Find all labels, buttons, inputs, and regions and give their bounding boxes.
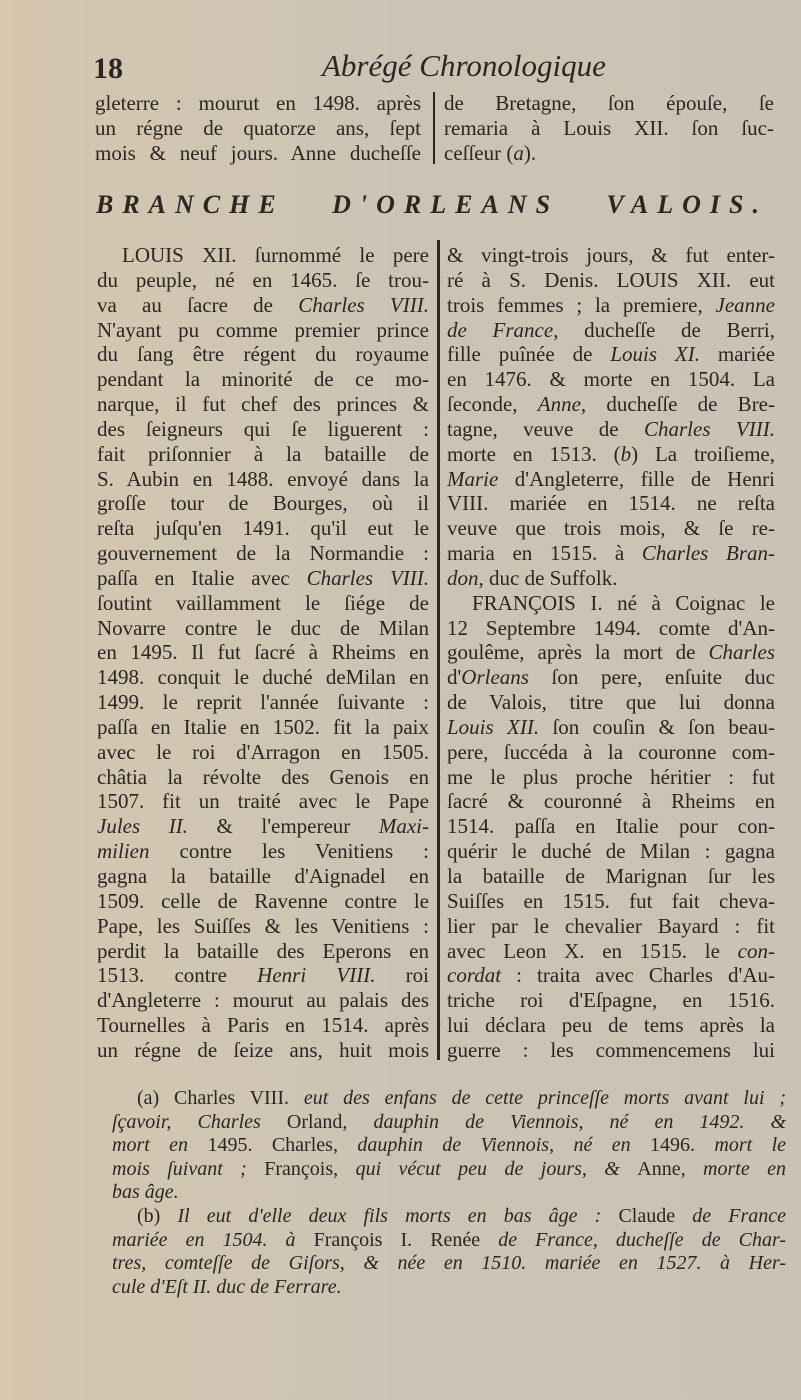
running-title: Abrégé Chronologique — [322, 48, 606, 83]
text: en 1476. & morte en 1504. La — [447, 367, 775, 391]
text: paſſa en Italie en 1502. fit la paix — [97, 715, 429, 739]
col-right-line — [447, 491, 775, 515]
text: VIII. mariée en 1514. ne reſta — [447, 491, 775, 515]
text: gagna la bataille d'Aignadel en — [97, 864, 429, 888]
text: , ducheſſe de Bre- — [580, 392, 775, 416]
text: ſon couſin & ſon beau- — [539, 715, 775, 739]
text: (b) — [137, 1205, 178, 1227]
text: FRANÇOIS I. né à Coignac le — [472, 591, 775, 615]
italic-text: Orleans — [461, 665, 529, 689]
text: S. Aubin en 1488. envoyé dans la — [97, 467, 429, 491]
text: groſſe tour de Bourges, où il — [97, 491, 429, 515]
italic-text: , morte en — [680, 1158, 786, 1180]
italic-text: Louis XII. — [447, 715, 540, 739]
top-left-line — [95, 116, 421, 140]
col-right-line — [447, 566, 775, 590]
col-left-line — [97, 417, 429, 441]
text: reſta juſqu'en 1491. qu'il eut le — [97, 516, 429, 540]
col-right-line — [447, 914, 775, 938]
text: d'Angleterre : mourut au palais des — [97, 988, 429, 1012]
italic-text: de France — [692, 1205, 787, 1227]
italic-text: Jeanne — [715, 293, 775, 317]
text: fille puînée de — [447, 342, 611, 366]
italic-text: mariée en 1504. à — [112, 1229, 314, 1251]
col-left-line — [97, 442, 429, 466]
column-divider — [437, 240, 440, 1060]
top-left-line — [95, 91, 421, 115]
text: quérir le duché de Milan : gagna — [447, 839, 775, 863]
col-right-line — [447, 318, 775, 342]
text: de Valois, titre que lui donna — [447, 690, 775, 714]
top-right-line — [444, 116, 774, 140]
col-left-line — [97, 1013, 429, 1037]
text: 1496. — [650, 1134, 715, 1156]
top-right-line — [444, 91, 774, 115]
col-left-line — [97, 268, 429, 292]
col-left-line — [97, 839, 429, 863]
text: d'Angleterre, fille de Henri — [498, 467, 775, 491]
col-left-line — [97, 988, 429, 1012]
text: de Bretagne, ſon épouſe, ſe — [444, 91, 774, 115]
text: paſſa en Italie avec — [97, 566, 307, 590]
text: un régne de ſeize ans, huit mois — [97, 1038, 429, 1062]
text: mariée — [699, 342, 775, 366]
text: François, — [264, 1158, 356, 1180]
col-right-line — [447, 740, 775, 764]
text: avec le roi d'Arragon en 1505. — [97, 740, 429, 764]
text: du ſang être régent du royaume — [97, 342, 429, 366]
text: perdit la bataille des Eperons en — [97, 939, 429, 963]
col-left-line — [97, 342, 429, 366]
italic-text: don — [447, 566, 479, 590]
col-right-line — [447, 715, 775, 739]
text: du peuple, né en 1465. ſe trou- — [97, 268, 429, 292]
italic-text: con- — [737, 939, 775, 963]
text: ré à S. Denis. LOUIS XII. eut — [447, 268, 775, 292]
col-right-line — [447, 939, 775, 963]
text: : traita avec Charles d'Au- — [501, 963, 775, 987]
footnotes-line — [112, 1251, 786, 1275]
text: morte en 1513. ( — [447, 442, 621, 466]
col-right-line — [447, 839, 775, 863]
italic-text: Jules II. — [97, 814, 188, 838]
col-right-line — [447, 541, 775, 565]
col-right-line — [447, 963, 775, 987]
italic-text: Anne — [537, 392, 581, 416]
italic-text: Charles Bran- — [641, 541, 776, 565]
text: ſeconde, — [447, 392, 538, 416]
footnotes-line — [112, 1228, 786, 1252]
text: ). — [523, 141, 537, 165]
italic-text: Maxi- — [378, 814, 429, 838]
col-left-line — [97, 715, 429, 739]
text: 12 Septembre 1494. comte d'An- — [447, 616, 775, 640]
col-left-line — [97, 318, 429, 342]
col-left-line — [97, 516, 429, 540]
text: en 1495. Il fut ſacré à Rheims en — [97, 640, 429, 664]
italic-text: qui vécut peu de jours, & — [355, 1158, 638, 1180]
text: maria en 1515. à — [447, 541, 642, 565]
top-right-line — [444, 141, 774, 165]
footnotes-line — [137, 1204, 786, 1228]
italic-text: Henri VIII. — [257, 963, 376, 987]
col-left-line — [97, 963, 429, 987]
italic-text: mort en — [112, 1134, 208, 1156]
text: narque, il fut chef des princes & — [97, 392, 429, 416]
col-left-line — [97, 814, 429, 838]
text: me le plus proche héritier : fut — [447, 765, 775, 789]
col-left-line — [97, 765, 429, 789]
italic-text: a — [513, 141, 524, 165]
text: 1509. celle de Ravenne contre le — [97, 889, 429, 913]
text: 1507. fit un traité avec le Pape — [97, 789, 429, 813]
text: guerre : les commencemens lui — [447, 1038, 775, 1062]
col-right-line — [447, 665, 775, 689]
italic-text: cule d'Eſt II. duc de Ferrare. — [112, 1276, 342, 1298]
text: goulême, après la mort de — [447, 640, 709, 664]
italic-text: mois ſuivant ; — [112, 1158, 265, 1180]
text: la bataille de Marignan ſur les — [447, 864, 775, 888]
text: avec Leon X. en 1515. le — [447, 939, 738, 963]
col-left-line — [122, 243, 429, 267]
text: 1499. le reprit l'année ſuivante : — [97, 690, 429, 714]
section-heading: BRANCHE D'ORLEANS VALOIS. — [96, 190, 768, 219]
col-left-line — [97, 690, 429, 714]
top-left-line — [95, 141, 421, 165]
col-right-line — [472, 591, 775, 615]
italic-text: dauphin de Viennois, né en — [357, 1134, 650, 1156]
footnotes-line — [112, 1110, 786, 1134]
italic-text: ſçavoir, Charles — [112, 1111, 287, 1133]
footnotes-line — [137, 1086, 786, 1110]
italic-text: tres, comteſſe de Giſors, & née en 1510. mariée en 1527. à Her- — [112, 1252, 786, 1274]
italic-text: Charles — [708, 640, 775, 664]
text: gouvernement de la Normandie : — [97, 541, 429, 565]
text: fait priſonnier à la bataille de — [97, 442, 429, 466]
text: & vingt-trois jours, & fut enter- — [447, 243, 775, 267]
col-right-line — [447, 690, 775, 714]
col-right-line — [447, 640, 775, 664]
text: ſon pere, enſuite duc — [528, 665, 775, 689]
italic-text: cordat — [447, 963, 502, 987]
col-left-line — [97, 889, 429, 913]
col-left-line — [97, 864, 429, 888]
text: lui déclara peu de tems après la — [447, 1013, 775, 1037]
text: Orland — [286, 1111, 343, 1133]
italic-text: bas âge. — [112, 1181, 179, 1203]
text: 1514. paſſa en Italie pour con- — [447, 814, 775, 838]
col-right-line — [447, 367, 775, 391]
text: pere, ſuccéda à la couronne com- — [447, 740, 775, 764]
col-right-line — [447, 467, 775, 491]
text: va au ſacre de — [97, 293, 299, 317]
italic-text: eut des enfans de cette princeſſe morts avant lui ; — [303, 1087, 786, 1109]
italic-text: milien — [97, 839, 150, 863]
col-right-line — [447, 442, 775, 466]
text: triche roi d'Eſpagne, en 1516. — [447, 988, 775, 1012]
col-left-line — [97, 566, 429, 590]
col-left-line — [97, 1038, 429, 1062]
footnotes-line — [112, 1180, 786, 1204]
col-right-line — [447, 889, 775, 913]
text: , ducheſſe de Berri, — [553, 318, 775, 342]
text: ſoutint vaillamment le ſiége de — [97, 591, 429, 615]
text: mois & neuf jours. Anne ducheſſe — [95, 141, 421, 165]
col-right-line — [447, 864, 775, 888]
italic-text: mort le — [714, 1134, 787, 1156]
col-left-line — [97, 467, 429, 491]
text: 1495. Charles, — [207, 1134, 358, 1156]
col-left-line — [97, 939, 429, 963]
col-right-line — [447, 342, 775, 366]
col-right-line — [447, 1038, 775, 1062]
text: Claude — [618, 1205, 693, 1227]
text: & l'empereur — [187, 814, 379, 838]
italic-text: Charles VIII. — [306, 566, 429, 590]
text: N'ayant pu comme premier prince — [97, 318, 429, 342]
col-left-line — [97, 491, 429, 515]
text: 1513. contre — [97, 963, 258, 987]
col-right-line — [447, 1013, 775, 1037]
col-right-line — [447, 417, 775, 441]
text: ceſſeur ( — [444, 141, 514, 165]
col-right-line — [447, 814, 775, 838]
col-right-line — [447, 243, 775, 267]
text: remaria à Louis XII. ſon ſuc- — [444, 116, 774, 140]
text: ) La troiſieme, — [631, 442, 776, 466]
italic-text: Marie — [447, 467, 499, 491]
col-left-line — [97, 293, 429, 317]
col-right-line — [447, 616, 775, 640]
text: 1498. conquit le duché deMilan en — [97, 665, 429, 689]
text: contre les Venitiens : — [149, 839, 429, 863]
col-left-line — [97, 541, 429, 565]
italic-text: de France — [447, 318, 554, 342]
col-left-line — [97, 616, 429, 640]
text: lier par le chevalier Bayard : fit — [447, 914, 775, 938]
col-right-line — [447, 988, 775, 1012]
col-right-line — [447, 789, 775, 813]
italic-text: de France, ducheſſe de Char- — [498, 1229, 786, 1251]
col-left-line — [97, 640, 429, 664]
italic-text: , dauphin de Viennois, né en 1492. & — [342, 1111, 786, 1133]
text: Pape, les Suiſſes & les Venitiens : — [97, 914, 429, 938]
italic-text: Louis XI. — [610, 342, 700, 366]
footnotes-line — [112, 1275, 786, 1299]
col-right-line — [447, 765, 775, 789]
text: châtia la révolte des Genois en — [97, 765, 429, 789]
col-left-line — [97, 367, 429, 391]
text: Suiſſes en 1515. fut fait cheva- — [447, 889, 775, 913]
text: Tournelles à Paris en 1514. après — [97, 1013, 429, 1037]
italic-text: Charles VIII. — [643, 417, 775, 441]
text: pendant la minorité de ce mo- — [97, 367, 429, 391]
col-right-line — [447, 268, 775, 292]
col-left-line — [97, 392, 429, 416]
footnotes-line — [112, 1157, 786, 1181]
col-left-line — [97, 591, 429, 615]
text: gleterre : mourut en 1498. après — [95, 91, 421, 115]
text: d' — [447, 665, 462, 689]
column-divider-top — [433, 92, 435, 164]
col-right-line — [447, 392, 775, 416]
text: tagne, veuve de — [447, 417, 644, 441]
footnotes-line — [112, 1133, 786, 1157]
italic-text: b — [620, 442, 632, 466]
italic-text: Charles VIII. — [298, 293, 429, 317]
text: trois femmes ; la premiere, — [447, 293, 716, 317]
text: ſacré & couronné à Rheims en — [447, 789, 775, 813]
text: roi — [375, 963, 429, 987]
text: François I. Renée — [313, 1229, 499, 1251]
text: Anne — [637, 1158, 681, 1180]
text: Novarre contre le duc de Milan — [97, 616, 429, 640]
col-left-line — [97, 789, 429, 813]
italic-text: Il eut d'elle deux fils morts en bas âge : — [177, 1205, 619, 1227]
col-left-line — [97, 665, 429, 689]
col-right-line — [447, 516, 775, 540]
text: , duc de Suffolk. — [478, 566, 618, 590]
text: (a) Charles VIII. — [137, 1087, 304, 1109]
text: LOUIS XII. ſurnommé le pere — [122, 243, 429, 267]
text: veuve que trois mois, & ſe re- — [447, 516, 775, 540]
col-left-line — [97, 914, 429, 938]
col-right-line — [447, 293, 775, 317]
text: un régne de quatorze ans, ſept — [95, 116, 421, 140]
col-left-line — [97, 740, 429, 764]
page-number: 18 — [93, 52, 123, 85]
text: des ſeigneurs qui ſe liguerent : — [97, 417, 429, 441]
